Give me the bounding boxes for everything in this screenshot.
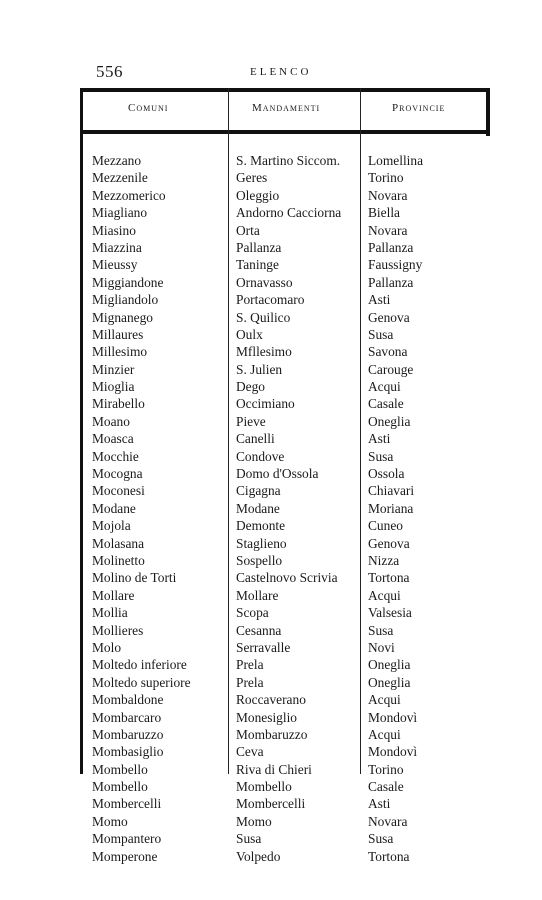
- table-row: [80, 813, 490, 830]
- cell-comune: Mioglia: [92, 379, 135, 395]
- cell-comune: Molinetto: [92, 552, 145, 568]
- table-row: [80, 169, 490, 186]
- cell-comune: Mombercelli: [92, 796, 162, 812]
- cell-comune: Minzier: [92, 361, 135, 377]
- gazetteer-table: [80, 88, 490, 864]
- table-row: [80, 622, 490, 639]
- table-row: [80, 726, 490, 743]
- cell-provincia: Lomellina: [368, 153, 424, 168]
- cell-provincia: Nizza: [368, 552, 400, 568]
- cell-mandamento: Orta: [236, 222, 260, 238]
- cell-mandamento: Mollare: [236, 587, 279, 603]
- table-row: [80, 552, 490, 569]
- cell-mandamento: Oleggio: [236, 187, 280, 203]
- cell-provincia: Torino: [368, 761, 404, 777]
- cell-provincia: Faussigny: [368, 257, 423, 273]
- cell-comune: Mocogna: [92, 466, 143, 482]
- cell-provincia: Tortona: [368, 848, 410, 864]
- cell-mandamento: Ceva: [236, 744, 264, 760]
- table-row: [80, 222, 490, 239]
- table-row: [80, 674, 490, 691]
- cell-comune: Miggiandone: [92, 274, 164, 290]
- cell-provincia: Casale: [368, 779, 404, 795]
- cell-mandamento: Oulx: [236, 326, 263, 342]
- table-row: [80, 239, 490, 256]
- table-row: [80, 413, 490, 430]
- cell-provincia: Moriana: [368, 500, 414, 516]
- cell-mandamento: Volpedo: [236, 848, 281, 864]
- table-row: [80, 395, 490, 412]
- cell-provincia: Novi: [368, 639, 395, 655]
- cell-comune: Momperone: [92, 848, 158, 864]
- cell-mandamento: Taninge: [236, 257, 279, 273]
- cell-mandamento: Momo: [236, 813, 272, 829]
- cell-comune: Mezzano: [92, 153, 142, 168]
- cell-comune: Moconesi: [92, 483, 145, 499]
- cell-comune: Millesimo: [92, 344, 148, 360]
- cell-provincia: Novara: [368, 813, 408, 829]
- cell-provincia: Asti: [368, 431, 391, 447]
- cell-provincia: Carouge: [368, 361, 414, 377]
- cell-comune: Mollieres: [92, 622, 144, 638]
- column-header-provincie: Provincie: [392, 102, 446, 114]
- cell-provincia: Acqui: [368, 379, 401, 395]
- cell-mandamento: Domo d'Ossola: [236, 466, 319, 482]
- table-row: [80, 204, 490, 221]
- cell-provincia: Torino: [368, 170, 404, 186]
- table-row: [80, 274, 490, 291]
- cell-comune: Miagliano: [92, 205, 148, 221]
- running-title: ELENCO: [250, 66, 312, 78]
- table-row: [80, 430, 490, 447]
- cell-comune: Molasana: [92, 535, 145, 551]
- table-row: [80, 795, 490, 812]
- table-row: [80, 291, 490, 308]
- cell-provincia: Asti: [368, 292, 391, 308]
- cell-mandamento: Mombello: [236, 779, 292, 795]
- cell-comune: Mombaldone: [92, 692, 164, 708]
- cell-comune: Migliandolo: [92, 292, 159, 308]
- table-row: [80, 830, 490, 847]
- table-row: [80, 343, 490, 360]
- cell-mandamento: Sospello: [236, 552, 283, 568]
- cell-comune: Moltedo superiore: [92, 674, 191, 690]
- table-body: [80, 152, 490, 865]
- cell-provincia: Acqui: [368, 692, 401, 708]
- cell-provincia: Casale: [368, 396, 404, 412]
- page-header: [96, 62, 436, 82]
- cell-comune: Modane: [92, 500, 136, 516]
- cell-mandamento: Castelnovo Scrivia: [236, 570, 338, 586]
- table-row: [80, 361, 490, 378]
- table-row: [80, 256, 490, 273]
- cell-comune: Mezzomerico: [92, 187, 166, 203]
- table-row: [80, 378, 490, 395]
- cell-mandamento: Riva di Chieri: [236, 761, 312, 777]
- table-row: [80, 326, 490, 343]
- table-row: [80, 448, 490, 465]
- cell-comune: Millaures: [92, 326, 144, 342]
- cell-provincia: Pallanza: [368, 274, 414, 290]
- cell-provincia: Valsesia: [368, 605, 412, 621]
- cell-comune: Mignanego: [92, 309, 153, 325]
- cell-comune: Molino de Torti: [92, 570, 177, 586]
- cell-provincia: Acqui: [368, 726, 401, 742]
- cell-comune: Mezzenile: [92, 170, 148, 186]
- cell-provincia: Asti: [368, 796, 391, 812]
- table-row: [80, 848, 490, 865]
- cell-comune: Mollia: [92, 605, 128, 621]
- cell-mandamento: Occimiano: [236, 396, 295, 412]
- cell-mandamento: Mombercelli: [236, 796, 306, 812]
- cell-provincia: Novara: [368, 222, 408, 238]
- cell-comune: Moltedo inferiore: [92, 657, 187, 673]
- table-row: [80, 569, 490, 586]
- cell-comune: Mirabello: [92, 396, 145, 412]
- cell-comune: Mombello: [92, 761, 148, 777]
- cell-provincia: Savona: [368, 344, 408, 360]
- cell-mandamento: Geres: [236, 170, 268, 186]
- cell-mandamento: Mombaruzzo: [236, 726, 308, 742]
- cell-comune: Mombarcaro: [92, 709, 162, 725]
- cell-mandamento: Monesiglio: [236, 709, 298, 725]
- cell-provincia: Susa: [368, 622, 394, 638]
- cell-comune: Moano: [92, 413, 130, 429]
- cell-mandamento: Canelli: [236, 431, 275, 447]
- table-row: [80, 535, 490, 552]
- table-row: [80, 761, 490, 778]
- table-row: [80, 709, 490, 726]
- cell-provincia: Tortona: [368, 570, 410, 586]
- cell-provincia: Susa: [368, 448, 394, 464]
- column-header-mandamenti: Mandamenti: [252, 102, 321, 114]
- cell-provincia: Pallanza: [368, 239, 414, 255]
- cell-provincia: Novara: [368, 187, 408, 203]
- table-row: [80, 604, 490, 621]
- cell-mandamento: Pieve: [236, 413, 266, 429]
- cell-mandamento: Staglieno: [236, 535, 287, 551]
- table-row: [80, 587, 490, 604]
- cell-mandamento: Andorno Cacciorna: [236, 205, 342, 221]
- cell-mandamento: Dego: [236, 379, 266, 395]
- cell-comune: Mompantero: [92, 831, 162, 847]
- cell-comune: Miazzina: [92, 239, 142, 255]
- cell-comune: Momo: [92, 813, 128, 829]
- cell-mandamento: Roccaverano: [236, 692, 306, 708]
- cell-mandamento: Pallanza: [236, 239, 282, 255]
- cell-mandamento: Serravalle: [236, 639, 291, 655]
- table-row: [80, 691, 490, 708]
- cell-provincia: Cuneo: [368, 518, 403, 534]
- cell-mandamento: Condove: [236, 448, 285, 464]
- cell-mandamento: Scopa: [236, 605, 269, 621]
- cell-mandamento: Prela: [236, 657, 264, 673]
- cell-comune: Mombasiglio: [92, 744, 164, 760]
- cell-comune: Mocchie: [92, 448, 139, 464]
- table-row: [80, 500, 490, 517]
- table-row: [80, 639, 490, 656]
- cell-comune: Molo: [92, 639, 122, 655]
- cell-provincia: Chiavari: [368, 483, 415, 499]
- cell-provincia: Mondovì: [368, 709, 418, 725]
- table-row: [80, 309, 490, 326]
- cell-comune: Miasino: [92, 222, 136, 238]
- cell-provincia: Oneglia: [368, 674, 411, 690]
- cell-mandamento: Ornavasso: [236, 274, 293, 290]
- table-row: [80, 482, 490, 499]
- cell-mandamento: Susa: [236, 831, 262, 847]
- cell-provincia: Acqui: [368, 587, 401, 603]
- cell-provincia: Mondovì: [368, 744, 418, 760]
- cell-comune: Mieussy: [92, 257, 138, 273]
- cell-comune: Mojola: [92, 518, 131, 534]
- column-header-comuni: Comuni: [128, 102, 169, 114]
- cell-mandamento: S. Julien: [236, 361, 283, 377]
- cell-provincia: Ossola: [368, 466, 405, 482]
- cell-provincia: Susa: [368, 326, 394, 342]
- cell-comune: Mollare: [92, 587, 135, 603]
- cell-mandamento: Prela: [236, 674, 264, 690]
- cell-comune: Moasca: [92, 431, 134, 447]
- cell-mandamento: S. Quilico: [236, 309, 291, 325]
- cell-provincia: Oneglia: [368, 657, 411, 673]
- table-row: [80, 656, 490, 673]
- cell-mandamento: Cigagna: [236, 483, 281, 499]
- cell-mandamento: Portacomaro: [236, 292, 305, 308]
- table-row: [80, 517, 490, 534]
- cell-comune: Mombaruzzo: [92, 726, 164, 742]
- cell-provincia: Biella: [368, 205, 400, 221]
- cell-mandamento: Mfllesimo: [236, 344, 292, 360]
- cell-provincia: Susa: [368, 831, 394, 847]
- table-row: [80, 187, 490, 204]
- cell-mandamento: Demonte: [236, 518, 286, 534]
- cell-mandamento: Modane: [236, 500, 280, 516]
- table-row: [80, 743, 490, 760]
- table-row: [80, 778, 490, 795]
- page-number: 556: [96, 62, 123, 81]
- table-header-row: [80, 88, 490, 134]
- cell-mandamento: Cesanna: [236, 622, 282, 638]
- cell-provincia: Genova: [368, 535, 410, 551]
- cell-comune: Mombello: [92, 779, 148, 795]
- cell-mandamento: S. Martino Siccom.: [236, 153, 341, 168]
- table-row: [80, 152, 490, 169]
- cell-provincia: Oneglia: [368, 413, 411, 429]
- table-row: [80, 465, 490, 482]
- cell-provincia: Genova: [368, 309, 410, 325]
